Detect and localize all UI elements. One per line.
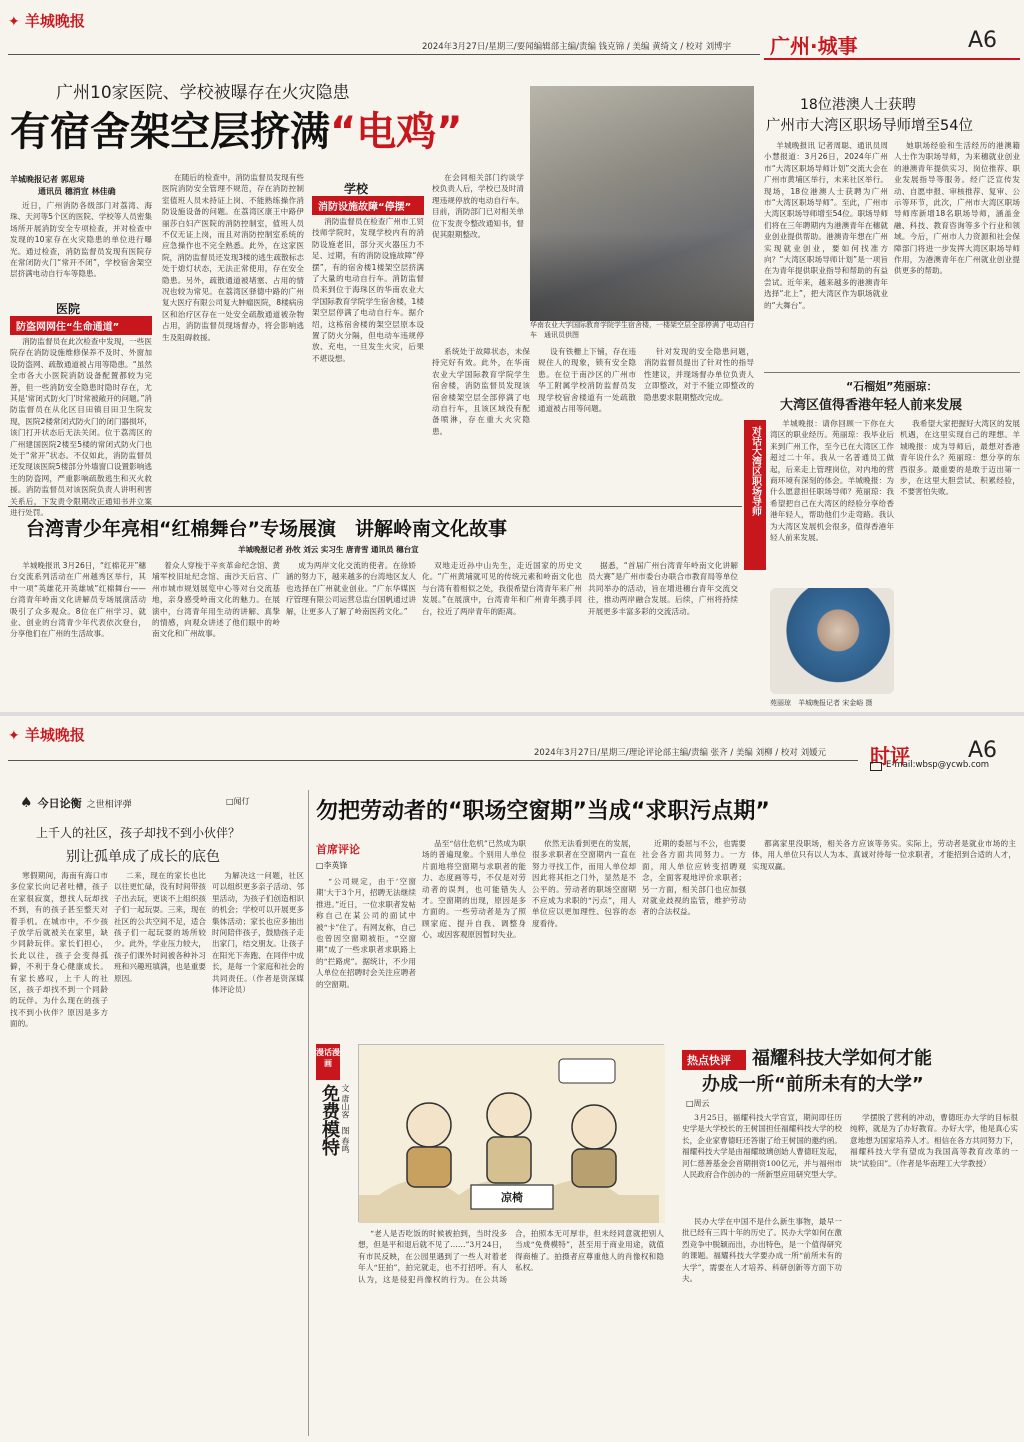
lunheng-label-sub: 之世相评弹 (86, 800, 132, 810)
taiwan-col5-text: 据悉，“首届广州台湾青年岭南文化讲解员大赛”是广州市委台办联合市教育局等单位共同举办的活动，旨在增进穗台青年交流交往，推动两岸融合发展。后续，广州将持续开展更多丰富多彩的交流活动。 (588, 561, 738, 616)
lunheng-col3 (212, 870, 304, 1434)
taiwan-col1-text: 羊城晚报讯 3月26日，“红棉花开”穗台交流系列活动在广州越秀区举行，其中一项“英雄花开英雄城”红棉舞台——台湾青年岭南文化讲解员专场展演活动吸引了众多观众。8位在广州学习、就业、创业的台湾青少年代表依次登台，分享他们在广州的生活故事。 (10, 561, 146, 639)
lunheng-label-text: 今日论衡 (37, 797, 82, 810)
op-headline: 勿把劳动者的“职场空窗期”当成“求职污点期” (316, 799, 770, 824)
op-col1 (316, 876, 416, 1036)
flame-icon-2: ✦ (8, 728, 20, 744)
main-kicker: 广州10家医院、学校被曝存在火灾隐患 (56, 83, 350, 103)
interview-title-1: “石榴姐”苑丽琼： (846, 380, 938, 393)
op-author: □李英锋 (316, 861, 348, 870)
main-bottom-col3-text: 针对发现的安全隐患问题，消防监督员提出了针对性的指导性建议，并现场督办单位负责人立即整改，对于不能立即整改的隐患要求限期整改完成。 (644, 347, 754, 402)
logo-text: 羊城晚报 (24, 12, 85, 30)
university-author: □周云 (686, 1099, 710, 1108)
taiwan-col4 (422, 560, 582, 706)
cartoon-text-content: “老人是否吃饭的时候被拍到，当时没多想，但是平和退后就不见了……”3月24日，有市民反映，在公园里遇到了一些人对着老年人“狂拍”，拍完就走，也不打招呼。有人认为，这是侵犯肖像权的行为。在公共场合，拍照本无可厚非，但未经同意就把别人当成“免费模特”，甚至用于商业用途，就值得商榷了。拍摄者应尊重他人的肖像权和隐私权。 (358, 1229, 664, 1284)
main-col2-text: 在随后的检查中，消防监督员发现有些医院消防安全管理不规范，存在消防控制室值班人员未持证上岗、不能熟练操作消防设施设备的问题。在荔湾区康王中路伊丽莎白妇产医院的消防控制室，值班人员不仅无证上岗，而且对消防控制室系统的应急操作也不完全熟悉。此外，在这家医院，消防监督员还发现3楼的逃生疏散标志处于熄灯状态，无法正常使用，存在安全隐患。另外，疏散通道被堵塞、占用的情况也较为常见。在荔湾区驿德中路的广州复大医疗有限公司复大肿瘤医院，8楼病房区和治疗区存在一处安全疏散通道被杂物占用，消防监督员现场督办，将会影响逃生及阻碍救援。 (162, 173, 304, 342)
main-col2 (162, 172, 304, 498)
headline-quoted: “电鸡” (330, 109, 463, 155)
newspaper-logo (8, 10, 118, 32)
taiwan-byline: 羊城晚报记者 孙牧 刘云 实习生 唐青雪 通讯员 穗台宣 (238, 545, 419, 554)
side-headline-1: 18位港澳人士获聘 (800, 97, 916, 113)
sub-hospital-label: 医院 (56, 302, 81, 316)
main-bottom-col3 (644, 346, 754, 498)
main-headline (10, 100, 570, 160)
cartoon-label (316, 1044, 340, 1080)
op-col5-text: 都离家里没职场，相关各方应该等务实。实际上，劳动者是就业市场的主体，用人单位只有以人为本、真诚对待每一位求职者，才能招到合适的人才，实现双赢。 (752, 839, 1016, 871)
main-col3-text: 消防监督员在检查广州市工贸技师学院时，发现学校内有的消防设施老旧，部分灭火器压力不足、过期，有的消防设施故障“停摆”，有的宿舍楼1楼架空层挤满了大量的电动自行车。消防监督员来到位于海珠区的华南农业大学国际教育学院学生宿舍楼，1楼架空层停满了电动自行车。据介绍，这栋宿舍楼的架空层原本设置了防火分隔，但电动车违规停放、充电，一旦发生火灾，后果不堪设想。 (312, 217, 424, 363)
lunheng-title-2: 别让孤单成了成长的底色 (66, 849, 220, 865)
page2-header (0, 716, 1024, 776)
section-name: 广州·城事 (770, 34, 858, 58)
photo-bikes (530, 231, 754, 321)
header-info: 2024年3月27日/星期三/要闻编辑部主编/责编 钱克锦 / 美编 黄绮文 / 校对 刘博宇 (422, 42, 732, 52)
taiwan-col5 (588, 560, 738, 706)
interview-portrait (770, 588, 894, 694)
university-col1 (682, 1112, 842, 1212)
op-label-text: 首席评论 (316, 843, 360, 856)
logo-text-2: 羊城晚报 (24, 726, 85, 744)
newspaper-logo-2 (8, 724, 118, 746)
op-col4-text: 近期的委屈与不公，也需要社会各方面共同努力。一方面，用人单位应转变招聘观念，全面客观地评价求职者；另一方面，相关部门也应加强对就业歧视的监管，维护劳动者的合法权益。 (642, 839, 746, 917)
side-divider (764, 372, 1020, 373)
taiwan-col2 (152, 560, 280, 706)
page-code-2: A6 (968, 738, 998, 763)
main-col4 (432, 172, 524, 322)
side-col2-text: 她职场经验和生活经历的港澳籍人士作为职场导师，为来穗就业创业的港澳青年提供实习、岗位推荐、职业发展指导等服务。经广泛宣传发动、自愿申报、审核推荐、复审、公示等环节，此次，广州市大湾区职场导师库新增18名职场导师，涵盖金融、科技、教育咨询等多个行业和领域。今后，广州市人力资源和社会保障部门将进一步发挥大湾区职场导师作用，为港澳青年在广州就业创业提供更多的帮助。 (894, 141, 1020, 276)
taiwan-col2-text: 着众人穿梭于辛亥革命纪念馆、黄埔军校旧址纪念馆、南沙天后宫、广州市城市规划展览中心等对台交流基地，亲身感受岭南文化的魅力。在展演中，台湾青年用生动的讲解、真挚的情感，向观众讲述了他们眼中的岭南文化和广州故事。 (152, 561, 280, 639)
op-col1-text: “公司规定，由于‘空窗期’大于3个月，招聘无法继续推进。”近日，一位求职者发帖称自己在某公司的面试中被“卡”住了。有网友称，自己也曾因空窗期被拒，“空窗期”成了一些求职者求职路上的“拦路虎”。据统计，不少用人单位在招聘时会关注应聘者的空窗期。 (316, 877, 416, 989)
op-label (316, 838, 406, 854)
flame-icon: ✦ (8, 14, 20, 30)
main-bottom-col1 (432, 346, 530, 498)
spade-icon: ♠ (20, 795, 33, 811)
main-byline-2: 通讯员 穗消宣 林佳确 (38, 187, 116, 196)
main-col1 (10, 200, 152, 290)
cartoon-label-text: 漫话漫画 (316, 1048, 340, 1068)
interview-title-2: 大湾区值得香港年轻人前来发展 (780, 398, 963, 413)
lunheng-title-1: 上千人的社区，孩子却找不到小伙伴？ (36, 826, 241, 840)
lunheng-col2-text: 二来，现在的家长也比以往更忙碌，没有时间带孩子出去玩，更谈不上组织孩子们一起玩耍。三来，现在社区的公共空间不足，适合孩子们一起玩耍的场所较少。此外，学业压力较大，孩子们课外时间被各种补习班和兴趣班填满，也是重要原因。 (114, 871, 206, 983)
side-headline-2: 广州市大湾区职场导师增至54位 (766, 118, 973, 134)
side-col1-text: 羊城晚报讯 记者周聪、通讯员周小慧报道：3月26日，2024年广州市“大湾区职场导师计划”交流大会在广州市黄埔区举行，未来社区举行。现场，18位港澳人士获聘为广州市“大湾区职场导师”。至此，广州市大湾区职场导师增至54位。职场导师们将在三年聘期内为港澳青年在穗就业创业提供帮助。港澳青年想在广州实现就业创业，要如何找准方向？“大湾区职场导师计划”是一项旨在为青年提供职业指导和帮助的有益尝试。近年来，越来越多的港澳青年选择“北上”，把大湾区作为职场就业的“大舞台”。 (764, 141, 888, 310)
op-col3-text: 依然无法看到更在的发展，很多求职者在空窗期内一直在努力寻找工作，而用人单位却因此将其拒之门外，显然是不公平的。劳动者的职场空窗期不应成为求职的“污点”，用人单位应以更加理性、包容的态度看待。 (532, 839, 636, 928)
interview-text-left-content: 羊城晚报：请你回顾一下你在大湾区的职业经历。苑丽琼：我毕业后来到广州工作，至今已在大湾区工作超过二十年。我从一名普通员工做起，后来走上管理岗位，对内地的营商环境有深刻的体会。羊城晚报：为什么愿意担任职场导师？苑丽琼：我希望把自己在大湾区的经验分享给香港年轻人，帮助他们少走弯路。我认为大湾区发展机会很多，值得香港年轻人前来发展。 (770, 419, 894, 543)
university-col2 (682, 1216, 842, 1434)
main-col1-b-text: 消防监督员在此次检查中发现，一些医院存在消防设施维修保养不及时、外窗加设防盗网、疏散通道被占用等隐患。“虽然全市各大小医院消防设备配置都较为完善，但一些消防安全隐患时隐时存在，尤其是‘常闭式防火门’时常被敞开的问题。”消防监督员在从化区目田镇目田卫生院发现，医院2楼常闭式防火门的闭门器损坏，该门打开状态后无法关闭。位于荔湾区的广州建国医院2楼至5楼的常闭式防火门也处于“常开”状态。不仅如此，消防监督员还发现该医院5楼部分外墙窗口设置影响逃生的防盗网，严重影响疏散逃生和灭火救援。消防监督员对该医院负责人讲明利害关系后，下发责令限期改正通知书并立案进行处罚。 (10, 337, 152, 518)
cartoon-credit-text: 文 唐山客 图 春鸣 (341, 1084, 350, 1154)
header-rule (8, 54, 760, 55)
lunheng-col1 (10, 870, 108, 1434)
main-col1-text: 近日，广州消防各级部门对荔湾、海珠、天河等5个区的医院、学校等人员密集场所开展消防安全专项检查，并对检查中发现的10家存在火灾隐患的单位进行曝光。通过检查，消防监督员发现有医院存在常闭防火门“常开不闭”，学校宿舍架空层挤满电动自行车等隐患。 (10, 201, 152, 279)
header-info-2: 2024年3月27日/星期三/理论评论部主编/责编 张齐 / 美编 刘柳 / 校对 刘媛元 (534, 748, 827, 758)
cartoon-title-text: 免费模特 (319, 1084, 340, 1156)
section-rule (764, 58, 1020, 60)
main-bottom-col2 (538, 346, 636, 498)
university-col3-text: 学摆脱了营利的冲动，曹德旺办大学的目标很纯粹，就是为了办好教育。办好大学，他是真心实意地想为国家培养人才。相信在各方共同努力下，福耀科技大学有望成为我国高等教育改革的一块“试验田”。（作者是华南理工大学教授） (850, 1113, 1018, 1168)
taiwan-headline: 台湾青少年亮相“红棉舞台”专场展演 讲解岭南文化故事 (26, 518, 507, 540)
side-col1 (764, 140, 888, 366)
interview-photo-caption: 苑丽琼 羊城晚报记者 宋金峪 摄 (770, 699, 873, 707)
interview-text-left (770, 418, 894, 586)
op-col3 (532, 838, 636, 1036)
cartoon-text (358, 1228, 664, 1434)
email-text: E-mail:wbsp@ycwb.com (886, 760, 990, 770)
lunheng-col1-text: 寒假期间，海南有海口市多位家长向记者吐槽，孩子在家很寂寞，想找人玩却找不到，有的孩子甚至整天对着手机。在城市中，不少孩子放学后就被关在家里，缺少同龄玩伴。家长们担心，长此以往，孩子会变得孤僻，不利于身心健康成长。有家长感叹，上千人的社区，孩子却找不到一个同龄的玩伴。为什么现在的孩子找不到小伙伴？原因是多方面的。 (10, 871, 108, 1029)
main-col1-b (10, 336, 152, 518)
taiwan-col3-text: 成为两岸文化交流的使者。在徐娇涵的努力下，越来越多的台湾地区友人也选择在广州就业创业。“广东华媒医疗管理有限公司运营总监台国帆通过讲解，让更多人了解了岭南医药文化。” (286, 561, 416, 616)
main-col3 (312, 216, 424, 498)
cartoon-credit (340, 1084, 354, 1204)
headline-prefix: 有宿舍架空层挤满 (10, 109, 330, 155)
side-col2 (894, 140, 1020, 366)
interview-text-right-content: 我希望大家把握好大湾区的发展机遇，在这里实现自己的理想。羊城晚报：成为导师后，最想对香港青年说什么？苑丽琼：想分享的东西很多。最重要的是敢于迈出第一步，在这里大胆尝试、积累经验，不要害怕失败。 (900, 419, 1020, 497)
main-bottom-col1-text: 系统处于故障状态，未保持完好有效。此外，在华南农业大学国际教育学院学生宿舍楼，消防监督员发现该宿舍楼架空层全部停满了电动自行车，且该区域没有配备喷淋，存在重大火灾隐患。 (432, 347, 530, 436)
op-col4 (642, 838, 746, 1036)
section-name-2: 时评 (870, 744, 910, 768)
cartoon-title (316, 1084, 340, 1174)
vertical-section-label (744, 420, 766, 570)
university-col2-text: 民办大学在中国不是什么新生事物，最早一批已经有三四十年的历史了。民办大学如何在激烈竞争中脱颖而出，办出特色，是一个值得研究的课题。福耀科技大学要办成一所“前所未有的大学”，需要在人才培养、科研创新等方面下功夫。 (682, 1217, 842, 1284)
main-col4-text: 在会同相关部门约谈学校负责人后，学校已及时清理违规停放的电动自行车。目前，消防部门已对相关单位下发责令整改通知书，督促其限期整改。 (432, 173, 524, 240)
university-col3 (850, 1112, 1018, 1434)
cartoon-sign: 凉椅 (501, 1191, 523, 1204)
university-label: 热点快评 (682, 1050, 746, 1070)
sub-hospital-box: 防盗网网住“生命通道” (10, 316, 152, 335)
taiwan-col3 (286, 560, 416, 706)
university-headline-2: 办成一所“前所未有的大学” (702, 1074, 924, 1095)
taiwan-top-rule (8, 506, 742, 507)
taiwan-col1 (10, 560, 146, 706)
university-headline-1: 福耀科技大学如何才能 (752, 1048, 932, 1069)
main-byline-1: 羊城晚报记者 郭思琦 (10, 175, 85, 184)
main-photo (530, 86, 754, 321)
page-code: A6 (968, 28, 998, 53)
lunheng-author: □闻仃 (226, 797, 250, 806)
column-divider (308, 790, 309, 1436)
header-rule-2 (8, 760, 858, 761)
page1-header (0, 0, 1024, 62)
sub-school-box: 消防设施故障“停摆” (312, 196, 424, 215)
cartoon-image (358, 1044, 664, 1222)
sub-school-label: 学校 (344, 182, 369, 196)
interview-text-right (900, 418, 1020, 626)
lunheng-col2 (114, 870, 206, 1434)
email-icon (870, 762, 882, 771)
lunheng-col3-text: 为解决这一问题，社区可以组织更多亲子活动、邻里活动，为孩子们创造相识的机会；学校可以开展更多集体活动；家长也应多抽出时间陪伴孩子，鼓励孩子走出家门，结交朋友。让孩子在阳光下奔跑、在同伴中成长，是每一个家庭和社会的共同责任。（作者是资深媒体评论员） (212, 871, 304, 995)
university-col1-text: 3月25日，福耀科技大学官宣，期间即任历史学是大学校长的王树国担任福耀科技大学的校长，企业家曹德旺还答谢了给王树国的邀约函。福耀科技大学是由福耀玻璃创始人曹德旺发起，河仁慈善基金会首期捐资100亿元，并与福州市人民政府合作创办的一所新型应用研究型大学。 (682, 1113, 842, 1180)
main-photo-caption: 华南农业大学国际教育学院学生宿舍楼，一楼架空层全部停满了电动自行车 通讯员供图 (530, 321, 754, 339)
op-col2 (422, 838, 526, 1036)
vertical-label-text: 对话大湾区职场导师 (749, 426, 761, 516)
taiwan-col4-text: 双地走近孙中山先生，走近国家的历史文化。“广州黄埔就可见的传统元素和岭南文化也与台湾有着相似之处，我很希望台湾青年来广州发展。”在展演中，台湾青年和广州青年携手同台，拉近了两岸青年的距离。 (422, 561, 582, 616)
op-col5 (752, 838, 1016, 1036)
op-col2-text: 品至“信仕危机”已然成为职场的普遍现象。个别用人单位片面地将空窗期与求职者的能力、态度画等号，不仅是对劳动者的误判，也可能错失人才。空窗期的出现，原因是多方面的。一些劳动者是为了照顾家庭、提升自我、调整身心，或因客观原因暂时失业。 (422, 839, 526, 940)
main-bottom-col2-text: 设有铁栅上下铺，存在违规住人的现象，锁有安全隐患。在位于南沙区的广州市华工附属学校消防监督员发现学校宿舍楼道有一处疏散通道被占用等问题。 (538, 347, 636, 414)
